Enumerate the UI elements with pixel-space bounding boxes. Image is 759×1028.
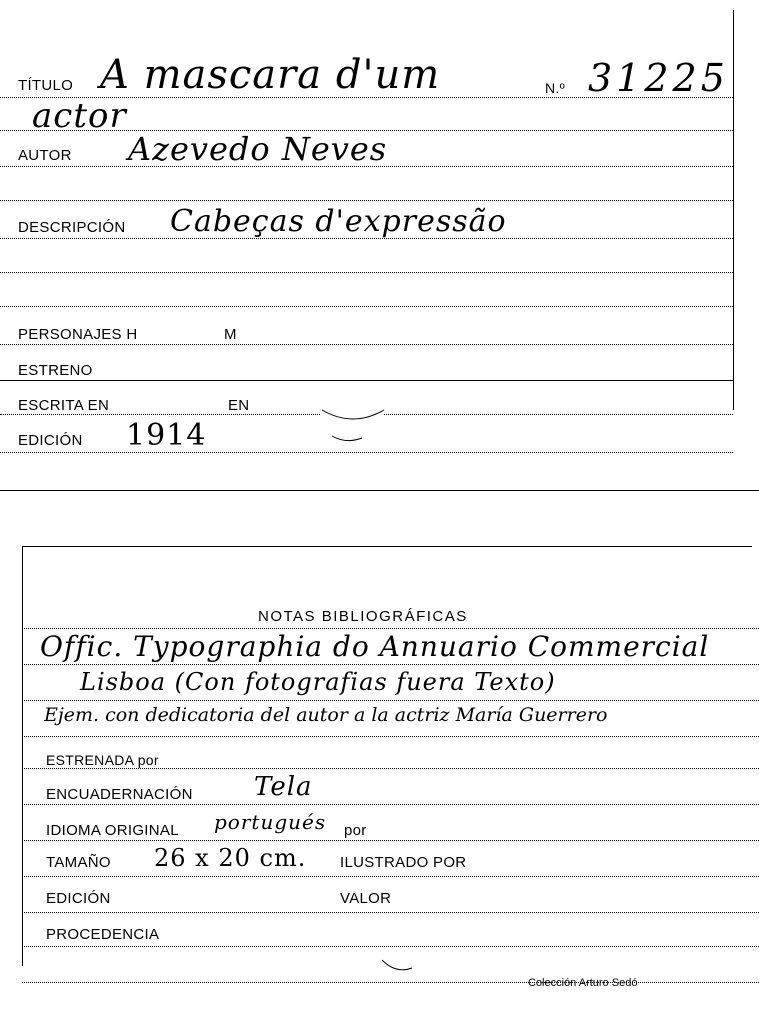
note-line-1: Offic. Typographia do Annuario Commercial <box>40 630 710 663</box>
ruled-line <box>0 344 733 345</box>
punch-hole-icon <box>378 956 418 978</box>
edition-value: 1914 <box>126 418 207 453</box>
illustrated-by-label: ILUSTRADO POR <box>340 854 467 871</box>
translated-by-label: por <box>344 822 367 839</box>
ruled-line <box>22 982 759 983</box>
written-en-label: EN <box>228 397 250 414</box>
ruled-line <box>0 306 733 307</box>
ruled-line <box>22 700 759 701</box>
edition-label: EDICIÓN <box>18 432 83 449</box>
value-label: VALOR <box>340 890 392 907</box>
characters-m-label: M <box>224 326 237 343</box>
ruled-line <box>22 804 759 805</box>
ruled-line <box>0 272 733 273</box>
description-label: DESCRIPCIÓN <box>18 219 126 236</box>
ruled-line <box>0 200 733 201</box>
premiered-by-label: ESTRENADA por <box>46 752 159 768</box>
ruled-line <box>22 628 759 629</box>
title-value-continued: actor <box>32 96 127 136</box>
card-right-border <box>733 10 734 410</box>
premiere-label: ESTRENO <box>18 362 93 379</box>
collection-footer: Colección Arturo Sedó <box>528 977 638 989</box>
edition-label: EDICIÓN <box>46 890 111 907</box>
punch-hole-icon <box>318 398 388 448</box>
size-label: TAMAÑO <box>46 854 111 871</box>
author-label: AUTOR <box>18 147 72 164</box>
size-value: 26 x 20 cm. <box>154 844 307 872</box>
original-language-label: IDIOMA ORIGINAL <box>46 822 179 839</box>
ruled-line <box>0 414 320 415</box>
ruled-line <box>0 380 733 381</box>
note-line-2: Lisboa (Con fotografias fuera Texto) <box>80 668 556 696</box>
ruled-line <box>0 452 733 453</box>
written-in-label: ESCRITA EN <box>18 397 110 414</box>
language-value: portugués <box>214 810 327 834</box>
ruled-line <box>22 912 759 913</box>
title-label: TÍTULO <box>18 77 74 94</box>
binding-label: ENCUADERNACIÓN <box>46 786 193 803</box>
title-value: A mascara d'um <box>100 52 441 98</box>
characters-label: PERSONAJES H <box>18 326 138 343</box>
catalog-card-top <box>0 0 759 495</box>
binding-value: Tela <box>254 772 313 802</box>
card-left-border <box>22 546 23 966</box>
notes-heading: NOTAS BIBLIOGRÁFICAS <box>258 608 468 625</box>
catalog-number-value: 31225 <box>588 56 729 100</box>
catalog-number-prefix: N.º <box>545 80 566 96</box>
card-top-border <box>22 546 752 547</box>
description-value: Cabeças d'expressão <box>170 204 507 239</box>
provenance-label: PROCEDENCIA <box>46 926 160 943</box>
ruled-line <box>22 840 759 841</box>
ruled-line <box>22 664 759 665</box>
ruled-line <box>384 414 733 415</box>
ruled-line <box>22 768 759 769</box>
catalog-card-bottom <box>0 540 759 1028</box>
note-line-3: Ejem. con dedicatoria del autor a la actriz María Guerrero <box>44 704 608 726</box>
ruled-line <box>22 876 759 877</box>
ruled-line <box>22 736 759 737</box>
ruled-line <box>22 946 759 947</box>
card-bottom-border <box>0 490 759 491</box>
author-value: Azevedo Neves <box>128 130 388 168</box>
